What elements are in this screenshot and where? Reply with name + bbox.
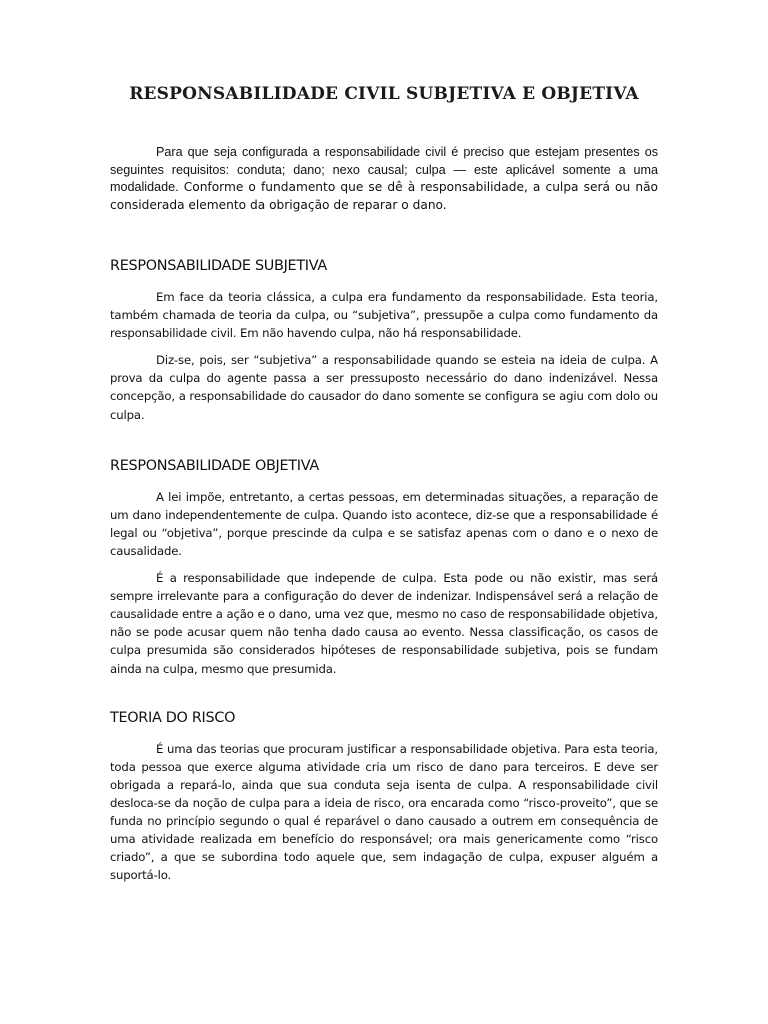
intro-paragraph (110, 144, 658, 214)
section-heading: RESPONSABILIDADE OBJETIVA (110, 457, 319, 474)
section-responsabilidade-subjetiva (110, 258, 658, 424)
section-heading: RESPONSABILIDADE SUBJETIVA (110, 258, 327, 274)
paragraph: É uma das teorias que procuram justificar a responsabilidade objetiva. Para esta teoria, toda pessoa que exerce alguma atividade cria um risco de dano para terceiros. E deve ser obrigada a repará-lo, ainda que sua conduta seja isenta de culpa. A responsabilidade civil desloca-se da noção de culpa para a ideia de risco, ora encarada como “risco-proveito”, que se funda no princípio segundo o qual é reparável o dano causado a outrem em consequência de uma atividade realizada em benefício do responsável; ora mais genericamente como “risco criado”, a que se subordina todo aquele que, sem indagação de culpa, expuser alguém a suportá-lo. (110, 741, 658, 883)
intro-part-1: Para que seja configurada a responsabilidade civil é preciso que estejam presentes os seguintes requisitos: conduta; dano; nexo causal; culpa — este aplicável somente a uma modalidade. (110, 145, 658, 194)
section-responsabilidade-objetiva (110, 458, 658, 678)
paragraph: A lei impõe, entretanto, a certas pessoas, em determinadas situações, a reparação de um dano independentemente de culpa. Quando isto acontece, diz-se que a responsabilidade é legal ou “objetiva”, porque prescinde da culpa e se satisfaz apenas com o dano e o nexo de causalidade. (110, 489, 658, 558)
paragraph: Em face da teoria clássica, a culpa era fundamento da responsabilidade. Esta teoria, também chamada de teoria da culpa, ou “subjetiva”, pressupõe a culpa como fundamento da responsabilidade civil. Em não havendo culpa, não há responsabilidade. (110, 290, 658, 341)
paragraph: É a responsabilidade que independe de culpa. Esta pode ou não existir, mas será sempre irrelevante para a configuração do dever de indenizar. Indispensável será a relação de causalidade entre a ação e o dano, uma vez que, mesmo no caso de responsabilidade objetiva, não se pode acusar quem não tenha dado causa ao evento. Nessa classificação, os casos de culpa presumida são considerados hipóteses de responsabilidade subjetiva, pois se fundam ainda na culpa, mesmo que presumida. (110, 571, 658, 676)
paragraph: Diz-se, pois, ser “subjetiva” a responsabilidade quando se esteia na ideia de culpa. A prova da culpa do agente passa a ser pressuposto necessário do dano indenizável. Nessa concepção, a responsabilidade do causador do dano somente se configura se agiu com dolo ou culpa. (110, 353, 658, 422)
section-teoria-do-risco (110, 710, 658, 885)
intro-part-2: Conforme o fundamento que se dê à responsabilidade, a culpa será ou não considerada elemento da obrigação de reparar o dano. (110, 180, 658, 212)
document-title: RESPONSABILIDADE CIVIL SUBJETIVA E OBJETIVA (129, 84, 639, 104)
section-heading: TEORIA DO RISCO (110, 709, 236, 726)
